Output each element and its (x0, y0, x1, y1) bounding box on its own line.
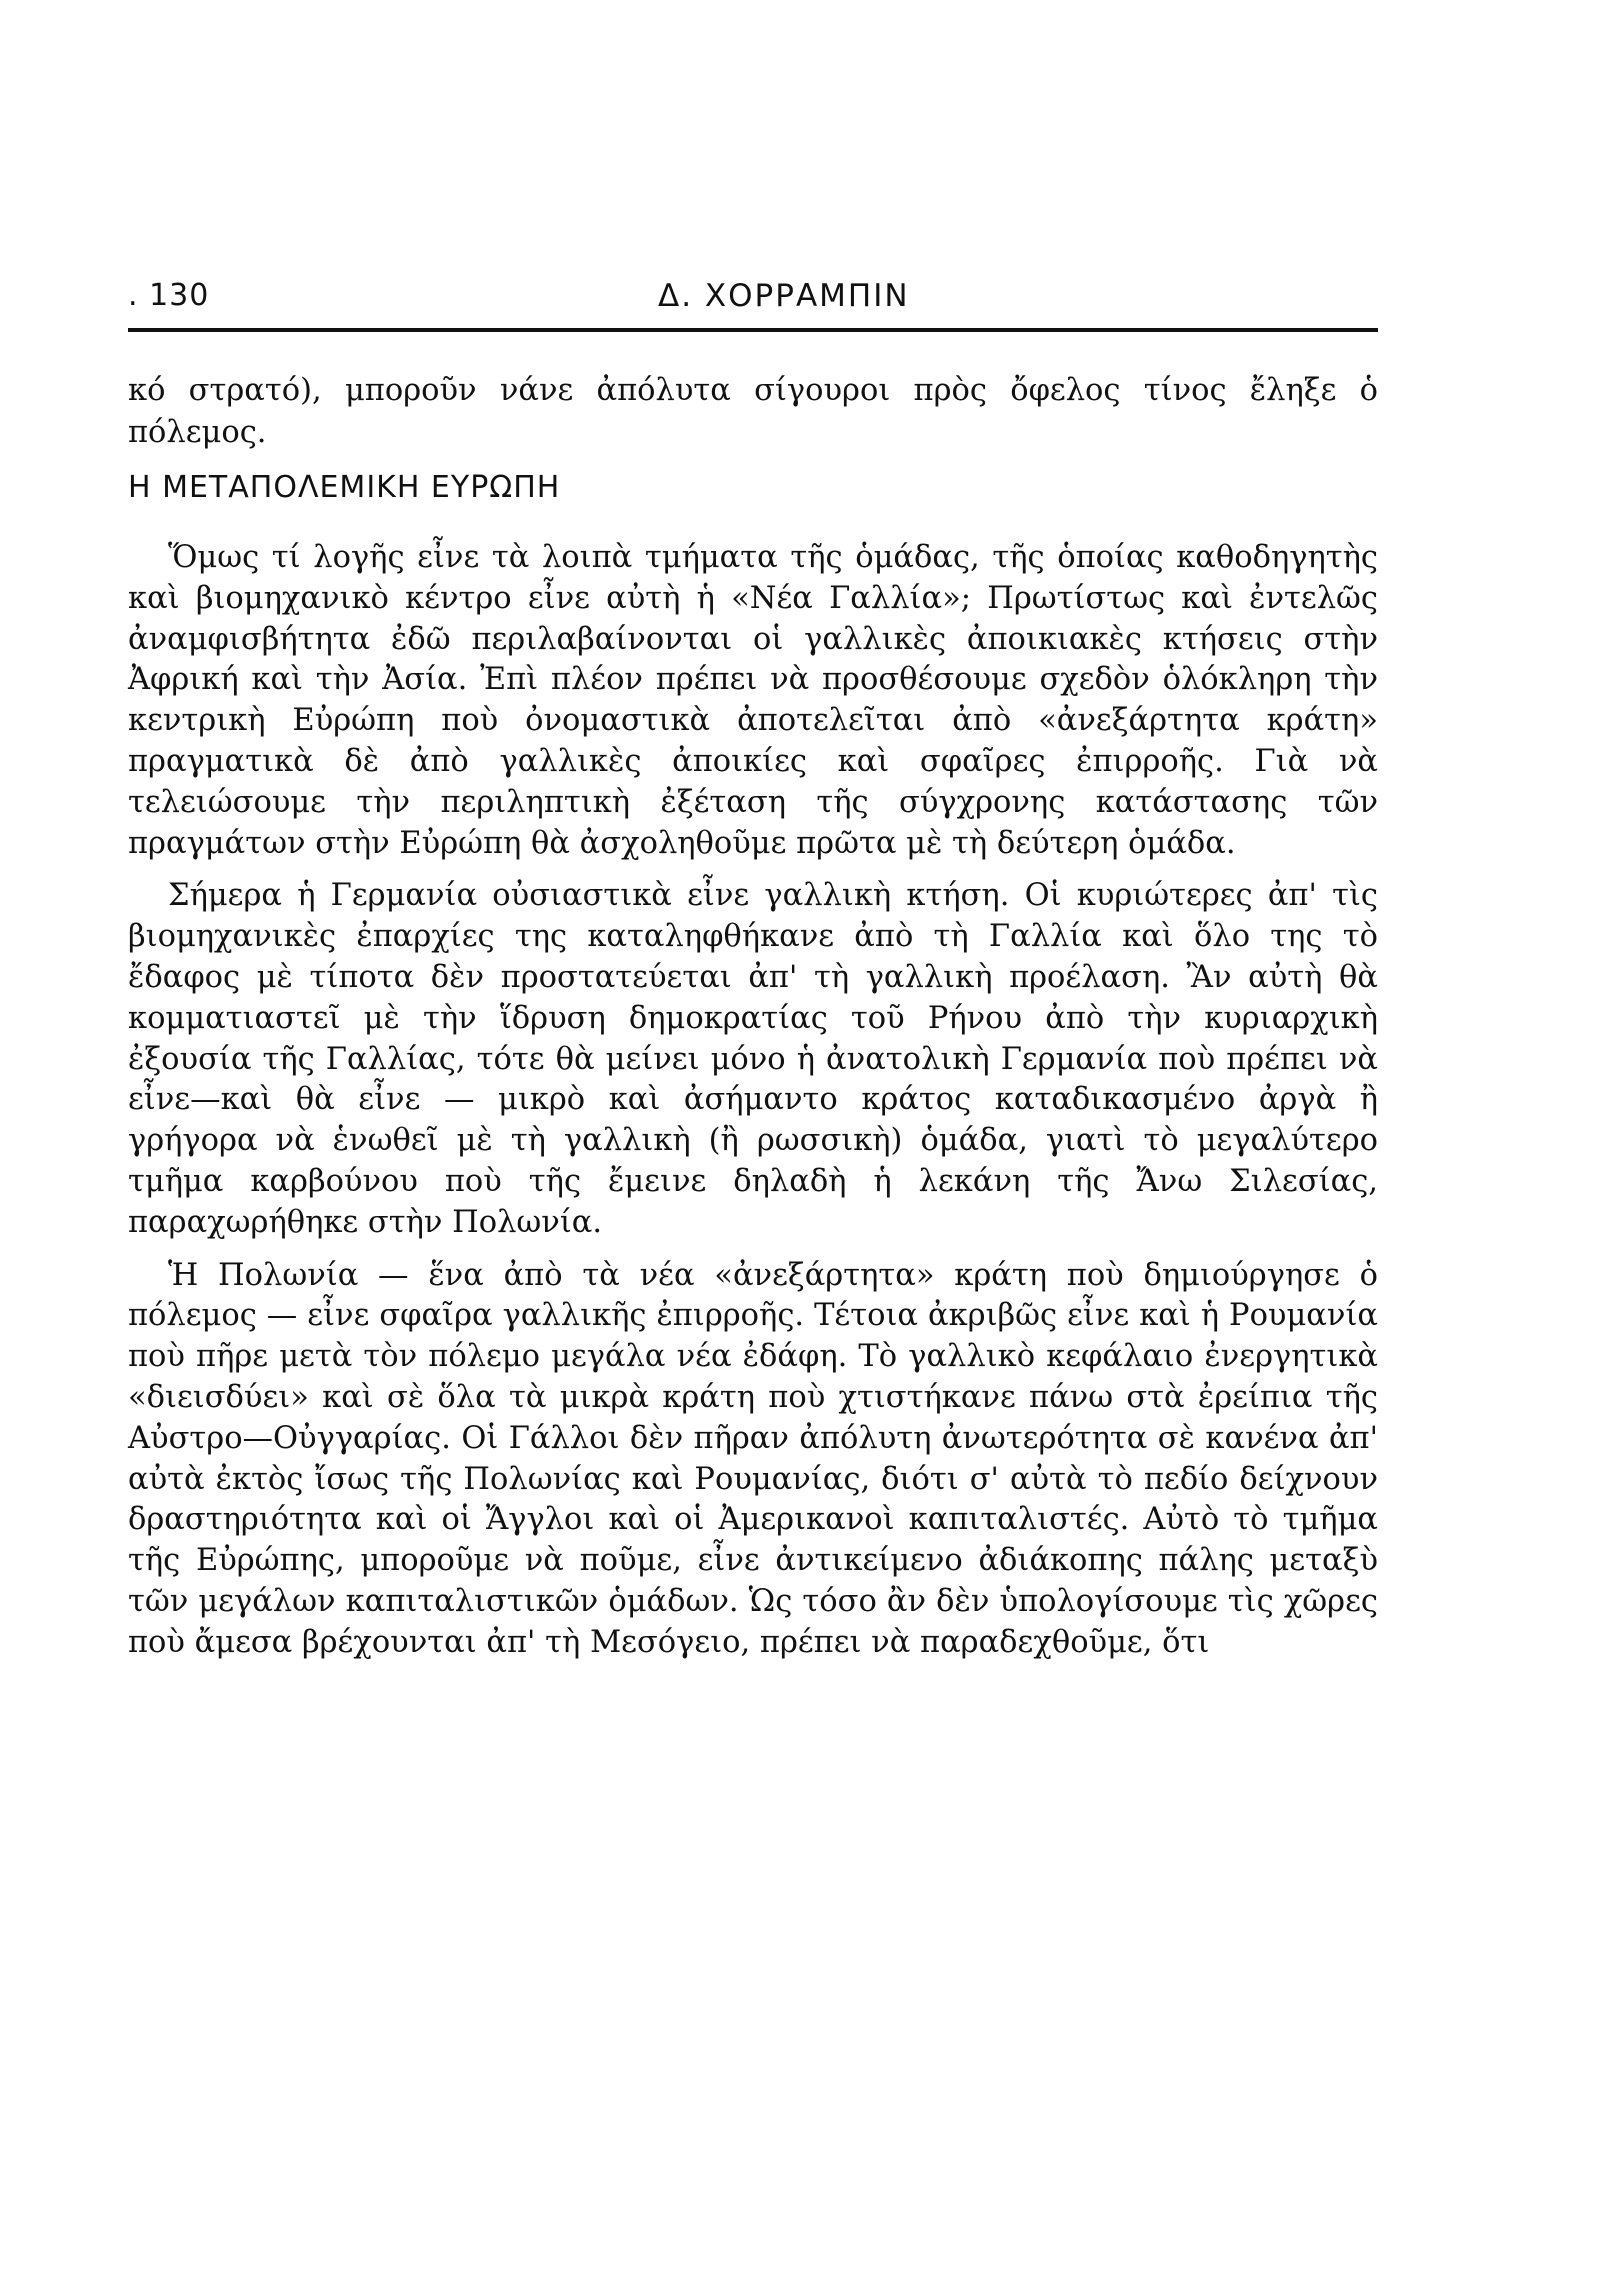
paragraph: Ὅμως τί λογῆς εἶνε τὰ λοιπὰ τμήματα τῆς ὁμάδας, τῆς ὁποίας καθοδηγητὴς καὶ βιομηχανικὸ κέντρο εἶνε αὐτὴ ἡ «Νέα Γαλλία»; Πρωτίστως καὶ ἐντελῶς ἀναμφισβήτητα ἐδῶ περιλαβαίνονται οἱ γαλλικὲς ἀποικιακὲς κτήσεις στὴν Ἀφρική καὶ τὴν Ἀσία. Ἐπὶ πλέον πρέπει νὰ προσθέσουμε σχεδὸν ὁλόκληρη τὴν κεντρικὴ Εὐρώπη ποὺ ὀνομαστικὰ ἀποτελεῖται ἀπὸ «ἀνεξάρτητα κράτη» πραγματικὰ δὲ ἀπὸ γαλλικὲς ἀποικίες καὶ σφαῖρες ἐπιρροῆς. Γιὰ νὰ τελειώσουμε τὴν περιληπτικὴ ἐξέταση τῆς σύγχρονης κατάστασης τῶν πραγμάτων στὴν Εὐρώπη θὰ ἀσχοληθοῦμε πρῶτα μὲ τὴ δεύτερη ὁμάδα. (128, 540, 1378, 861)
paragraph: Ἡ Πολωνία — ἕνα ἀπὸ τὰ νέα «ἀνεξάρτητα» κράτη ποὺ δημιούργησε ὁ πόλεμος — εἶνε σφαῖρα γαλλικῆς ἐπιρροῆς. Τέτοια ἀκριβῶς εἶνε καὶ ἡ Ρουμανία ποὺ πῆρε μετὰ τὸν πόλεμο μεγάλα νέα ἐδάφη. Τὸ γαλλικὸ κεφάλαιο ἐνεργητικὰ «διεισδύει» καὶ σὲ ὅλα τὰ μικρὰ κράτη ποὺ χτιστήκανε πάνω στὰ ἐρείπια τῆς Αὐστρο—Οὐγγαρίας. Οἱ Γάλλοι δὲν πῆραν ἀπόλυτη ἀνωτερότητα σὲ κανένα ἀπ' αὐτὰ ἐκτὸς ἴσως τῆς Πολωνίας καὶ Ρουμανίας, διότι σ' αὐτὰ τὸ πεδίο δείχνουν δραστηριότητα καὶ οἱ Ἄγγλοι καὶ οἱ Ἀμερικανοὶ καπιταλιστές. Αὐτὸ τὸ τμῆμα τῆς Εὐρώπης, μποροῦμε νὰ ποῦμε, εἶνε ἀντικείμενο ἀδιάκοπης πάλης μεταξὺ τῶν μεγάλων καπιταλιστικῶν ὁμάδων. Ὡς τόσο ἂν δὲν ὑπολογίσουμε τὶς χῶρες ποὺ ἄμεσα βρέχουνται ἀπ' τὴ Μεσόγειο, πρέπει νὰ παραδεχθοῦμε, ὅτι (128, 1257, 1378, 1660)
page-number: . 130 (128, 278, 210, 313)
section-body (128, 538, 1378, 1676)
paragraph: Σήμερα ἡ Γερμανία οὐσιαστικὰ εἶνε γαλλικὴ κτήση. Οἱ κυριώτερες ἀπ' τὶς βιομηχανικὲς ἐπαρχίες της καταληφθήκανε ἀπὸ τὴ Γαλλία καὶ ὅλο της τὸ ἔδαφος μὲ τίποτα δὲν προστατεύεται ἀπ' τὴ γαλλικὴ προέλαση. Ἂν αὐτὴ θὰ κομματιαστεῖ μὲ τὴν ἵδρυση δημοκρατίας τοῦ Ρήνου ἀπὸ τὴν κυριαρχικὴ ἐξουσία τῆς Γαλλίας, τότε θὰ μείνει μόνο ἡ ἀνατολικὴ Γερμανία ποὺ πρέπει νὰ εἶνε—καὶ θὰ εἶνε — μικρὸ καὶ ἀσήμαντο κράτος καταδικασμένο ἀργὰ ἢ γρήγορα νὰ ἑνωθεῖ μὲ τὴ γαλλικὴ (ἢ ρωσσικὴ) ὁμάδα, γιατὶ τὸ μεγαλύτερο τμῆμα καρβούνου ποὺ τῆς ἔμεινε δηλαδὴ ἡ λεκάνη τῆς Ἄνω Σιλεσίας, παραχωρήθηκε στὴν Πολωνία. (128, 878, 1378, 1240)
book-page (128, 270, 1378, 1660)
section-heading: Η ΜΕΤΑΠΟΛΕΜΙΚΗ ΕΥΡΩΠΗ (128, 470, 561, 505)
running-head-author: Δ. ΧΟΡΡΑΜΠΙΝ (658, 278, 910, 314)
opening-paragraph: κό στρατό), μποροῦν νάνε ἀπόλυτα σίγουροι πρὸς ὄφελος τίνος ἔληξε ὁ πόλεμος. (128, 373, 1378, 450)
running-head (128, 270, 1378, 318)
header-rule (128, 328, 1378, 332)
